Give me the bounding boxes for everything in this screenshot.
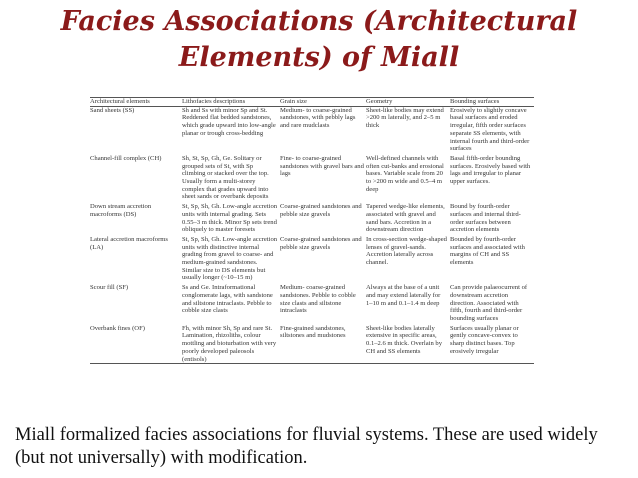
table-cell: Sheet-like bodies laterally extensive in specific areas, 0.1–2.6 m thick. Overlain by CH and SS elements — [366, 323, 450, 364]
table-cell: Channel-fill complex (CH) — [90, 154, 162, 162]
facies-table-image — [90, 97, 534, 364]
table-row — [90, 323, 534, 364]
table-cell: Bound by fourth-order surfaces and internal third-order surfaces between accretion elements — [450, 203, 521, 234]
table-cell: Down stream accretion macroforms (DS) — [90, 203, 152, 218]
header-lithofacies-descriptions: Lithofacies descriptions — [182, 98, 280, 107]
table-cell: Basal fifth-order bounding surfaces. Erosively based with lags and irregular to planar upper surfaces. — [450, 154, 531, 186]
table-cell: Medium- to coarse-grained sandstones, with pebbly lags and rare mudclasts — [280, 106, 356, 130]
table-cell: Sh and Ss with minor Sp and St. Reddened flat bedded sandstones, which grade upward into low-angle planar or trough cross-bedding — [182, 106, 276, 137]
table-cell: Surfaces usually planar or gently concave-convex to sharp distinct bases. Top erosively irregular — [450, 323, 534, 364]
slide-title — [0, 4, 638, 76]
table-header-row — [90, 98, 534, 107]
table-cell: Fh, with minor Sh, Sp and rare St. Lamination, rhizoliths, colour mottling and bioturbation with very poorly developed paleosols (entisols) — [182, 323, 280, 364]
table-cell: Coarse-grained sandstones and pebble size gravels — [280, 235, 362, 251]
table-cell: Lateral accretion macroforms (LA) — [90, 235, 168, 251]
table-cell: Sh, St, Sp, Gh, Ge. Solitary or grouped sets of St, with Sp climbing or stacked over the top. Usually form a multi-storey complex that grades upward into sheet sands or overbank deposits — [182, 154, 269, 201]
table-cell: Overbank fines (OF) — [90, 323, 182, 364]
table-cell: Erosively to slightly concave basal surfaces and eroded irregular, fifth order surfaces separate SS elements, with internal fourth and third-order surfaces — [450, 106, 530, 153]
table-row — [90, 201, 534, 234]
table-cell: Can provide palaeocurrent of downstream accretion direction. Associated with fifth, fourth and third-order bounding surfaces — [450, 284, 528, 322]
slide-caption: Miall formalized facies associations for fluvial systems. These are used widely (but not universally) with modification. — [15, 425, 598, 468]
table-cell: Bounded by fourth-order surfaces and associated with margins of CH and SS elements — [450, 235, 525, 267]
facies-table — [90, 97, 534, 364]
table-row — [90, 282, 534, 323]
table-row — [90, 106, 534, 153]
header-grain-size: Grain size — [280, 98, 366, 107]
table-cell: St, Sp, Sh, Gh. Low-angle accretion units with distinctive internal grading from gravel to coarse- and medium-grained sandstones. Similar size to DS elements but usually longer (~10–15 m) — [182, 235, 278, 282]
table-row — [90, 234, 534, 282]
table-cell: Scour fill (SF) — [90, 284, 129, 292]
table-cell: Sand sheets (SS) — [90, 106, 135, 114]
table-cell: Fine- to coarse-grained sandstones with gravel bars and lags — [280, 154, 364, 178]
slide-title-line-2: Elements) of Miall — [178, 42, 460, 73]
header-geometry: Geometry — [366, 98, 450, 107]
table-cell: Medium- coarse-grained sandstones. Pebble to cobble size clasts and siltstone intraclasts — [280, 284, 356, 315]
table-cell: In cross-section wedge-shaped lenses of gravel-sands. Accretion laterally across channel. — [366, 235, 447, 267]
header-architectural-elements: Architectural elements — [90, 98, 182, 107]
table-cell: Tapered wedge-like elements, associated with gravel and sand bars. Accretion in a downstream direction — [366, 203, 445, 234]
slide-title-line-1: Facies Associations (Architectural — [60, 6, 578, 37]
table-cell: St, Sp, Sh, Gh. Low-angle accretion units with internal grading. Sets 0.55–3 m thick. Minor Sp sets trend obliquely to master foresets — [182, 203, 278, 234]
table-cell: Coarse-grained sandstones and pebble size gravels — [280, 203, 362, 218]
header-bounding-surfaces: Bounding surfaces — [450, 98, 534, 107]
table-cell: Always at the base of a unit and may extend laterally for 1–10 m and 0.1–1.4 m deep — [366, 284, 441, 307]
table-cell: Well-defined channels with often cut-banks and erosional bases. Variable scale from 20 to >200 m wide and 0.5–4 m deep — [366, 154, 444, 193]
table-cell: Ss and Ge. Intraformational conglomerate lags, with sandstone and siltstone intraclasts. Pebble to cobble size clasts — [182, 284, 273, 315]
table-cell: Sheet-like bodies may extend >200 m laterally, and 2–5 m thick — [366, 106, 444, 130]
table-row — [90, 153, 534, 201]
table-cell: Fine-grained sandstones, siltstones and mudstones — [280, 323, 366, 364]
